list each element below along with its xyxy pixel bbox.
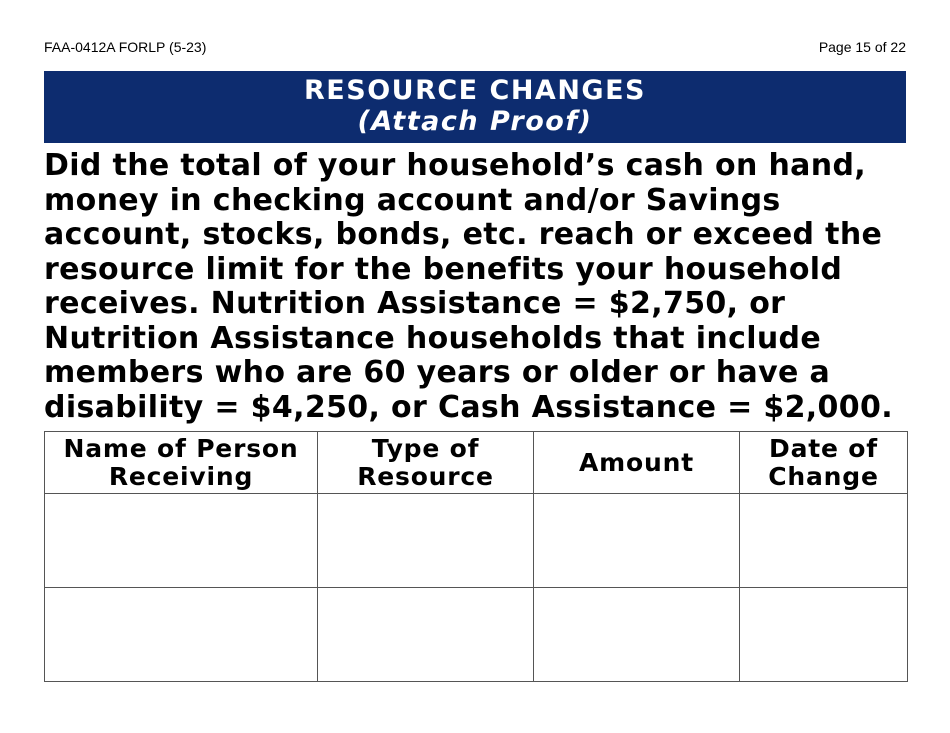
column-header-date: Date of Change	[740, 432, 908, 494]
column-header-amount: Amount	[534, 432, 740, 494]
date-cell[interactable]	[740, 588, 908, 682]
date-cell[interactable]	[740, 494, 908, 588]
page-number: Page 15 of 22	[818, 39, 906, 55]
section-subtitle: (Attach Proof)	[357, 106, 593, 137]
amount-cell[interactable]	[534, 588, 740, 682]
section-banner	[44, 71, 906, 143]
name-cell[interactable]	[45, 588, 318, 682]
type-cell[interactable]	[318, 588, 534, 682]
section-title: RESOURCE CHANGES	[304, 75, 646, 106]
table-row	[45, 588, 908, 682]
amount-cell[interactable]	[534, 494, 740, 588]
table-row	[45, 494, 908, 588]
resource-changes-table	[44, 431, 908, 682]
column-header-type: Type of Resource	[318, 432, 534, 494]
column-header-name: Name of Person Receiving	[45, 432, 318, 494]
name-cell[interactable]	[45, 494, 318, 588]
form-id: FAA-0412A FORLP (5-23)	[44, 39, 207, 55]
resource-question: Did the total of your household’s cash on hand, money in checking account and/or Savings account, stocks, bonds, etc. reach or exceed the resource limit for the benefits your household receives. Nutrition Assistance = $2,750, or Nutrition Assistance households that include members who are 60 years or older or have a disability = $4,250, or Cash Assistance = $2,000.	[44, 148, 893, 425]
type-cell[interactable]	[318, 494, 534, 588]
table-header-row	[45, 432, 908, 494]
